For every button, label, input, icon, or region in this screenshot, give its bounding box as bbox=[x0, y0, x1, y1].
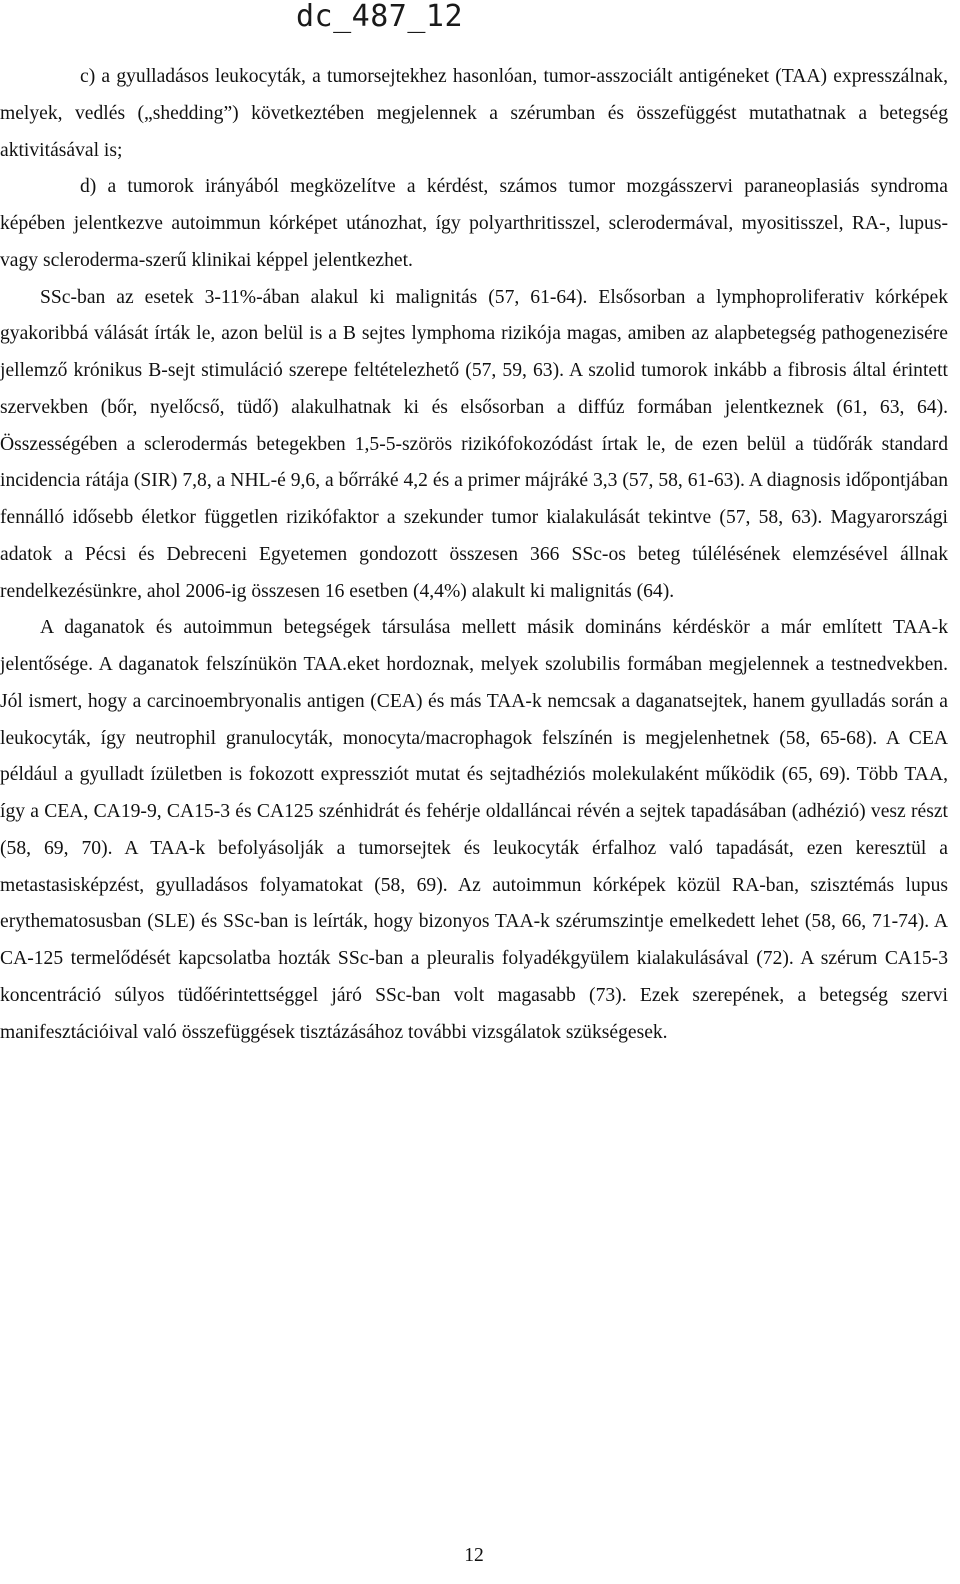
paragraph-d: d) a tumorok irányából megközelítve a kérdést, számos tumor mozgásszervi paraneoplasiás syndroma képében jelentkezve autoimmun kórképet utánozhat, így polyarthritisszel, sclerodermával, myositisszel, RA-, lupus- vagy scleroderma-szerű klinikai képpel jelentkezhet. bbox=[0, 176, 948, 271]
paragraph-taa: A daganatok és autoimmun betegségek társulása mellett másik domináns kérdéskör a már említett TAA-k jelentősége. A daganatok felszínükön TAA.eket hordoznak, melyek szolubilis formában megjelennek a testnedvekben. Jól ismert, hogy a carcinoembryonalis antigen (CEA) és más TAA-k nemcsak a daganatsejtek, hanem gyulladás során a leukocyták, így neutrophil granulocyták, monocyta/macrophagok felszínén is megjelenhetnek (58, 65-68). A CEA például a gyulladt ízületben is fokozott expressziót mutat és sejtadhéziós molekulaként működik (65, 69). Több TAA, így a CEA, CA19-9, CA15-3 és CA125 szénhidrát és fehérje oldalláncai révén a sejtek tapadásában (adhézió) vesz részt (58, 69, 70). A TAA-k befolyásolják a tumorsejtek és leukocyták érfalhoz való tapadását, ezen keresztül a metastasisképzést, gyulladásos folyamatokat (58, 69). Az autoimmun kórképek közül RA-ban, szisztémás lupus erythematosusban (SLE) és SSc-ban is leírták, hogy bizonyos TAA-k szérumszintje emelkedett lehet (58, 66, 71-74). A CA-125 termelődését kapcsolatba hozták SSc-ban a pleuralis folyadékgyülem kialakulásával (72). A szérum CA15-3 koncentráció súlyos tüdőérintettséggel járó SSc-ban volt magasabb (73). Ezek szerepének, a betegség szervi manifesztációival való összefüggések tisztázásához további vizsgálatok szükségesek. bbox=[0, 617, 948, 1043]
page-number: 12 bbox=[464, 1545, 484, 1566]
paragraph-c: c) a gyulladásos leukocyták, a tumorsejtekhez hasonlóan, tumor-asszociált antigéneket (TAA) expresszálnak, melyek, vedlés („shedding”) következtében megjelennek a szérumban és összefüggést mutathatnak a betegség aktivitásával is; bbox=[0, 66, 948, 161]
paragraph-ssc-malignancy: SSc-ban az esetek 3-11%-ában alakul ki malignitás (57, 61-64). Elsősorban a lymphoproliferativ kórképek gyakoribbá válását írták le, azon belül is a B sejtes lymphoma rizikója magas, amiben az alapbetegség pathogenezisére jellemző krónikus B-sejt stimuláció szerepe feltételezhető (57, 59, 63). A szolid tumorok inkább a fibrosis által érintett szervekben (bőr, nyelőcső, tüdő) alakulhatnak ki és elsősorban a diffúz formában jelentkeznek (61, 63, 64). Összességében a sclerodermás betegekben 1,5-5-szörös rizikófokozódást írtak le, de ezen belül a tüdőrák standard incidencia rátája (SIR) 7,8, a NHL-é 9,6, a bőrráké 4,2 és a primer májráké 3,3 (57, 58, 61-63). A diagnosis időpontjában fennálló idősebb életkor független rizikófaktor a szekunder tumor kialakulását tekintve (57, 58, 63). Magyarországi adatok a Pécsi és Debreceni Egyetemen gondozott összesen 366 SSc-os beteg túlélésének elemzésével állnak rendelkezésünkre, ahol 2006-ig összesen 16 esetben (4,4%) alakult ki malignitás (64). bbox=[0, 286, 948, 602]
document-id-header: dc_487_12 bbox=[296, 0, 464, 34]
document-body bbox=[0, 59, 948, 1051]
